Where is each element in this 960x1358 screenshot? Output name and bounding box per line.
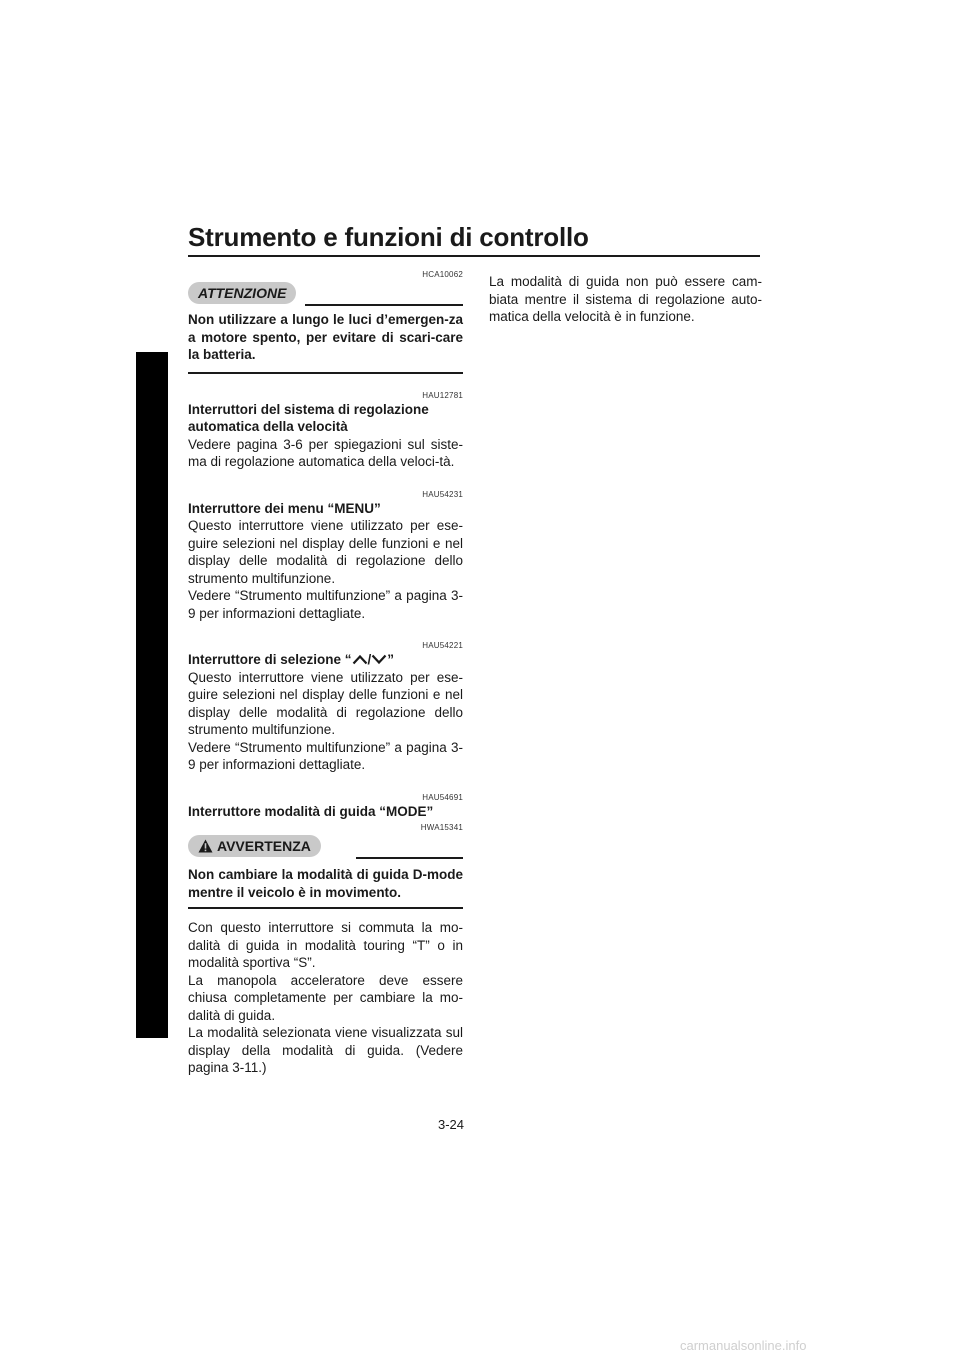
section-code: HAU54231 <box>422 489 463 499</box>
warning-bottom-rule <box>188 907 463 909</box>
section-title: Interruttore modalità di guida “MODE” <box>188 803 434 819</box>
warning-code: HWA15341 <box>420 823 463 832</box>
right-column <box>489 273 762 326</box>
attention-bottom-rule <box>188 372 463 374</box>
page-number: 3-24 <box>438 1117 465 1132</box>
section-title: Interruttore dei menu “MENU” <box>188 500 381 516</box>
chapter-tab <box>136 352 168 1038</box>
section-paragraph: Vedere “Strumento multifunzione” a pagina 3-9 per informazioni dettagliate. <box>188 739 463 772</box>
section-code: HAU12781 <box>422 390 463 400</box>
attention-label: ATTENZIONE <box>188 282 296 304</box>
section-title: Interruttori del sistema di regolazione automatica della velocità <box>188 401 429 434</box>
warning-triangle-icon <box>198 839 213 853</box>
section-title-suffix: ” <box>387 652 395 667</box>
warning-header <box>188 835 463 861</box>
section-paragraph: Vedere pagina 3-6 per spiegazioni sul siste-ma di regolazione automatica della veloci-tà. <box>188 436 463 469</box>
attention-rule <box>305 304 463 306</box>
chapter-number: 3 <box>143 430 152 447</box>
watermark: carmanualsonline.info <box>680 1338 807 1353</box>
attention-text: Non utilizzare a lungo le luci d’emergen-za a motore spento, per evitare di scari-care la batteria. <box>188 312 463 362</box>
section-paragraph: Vedere “Strumento multifunzione” a pagina 3-9 per informazioni dettagliate. <box>188 588 463 621</box>
title-rule <box>188 255 760 257</box>
section-paragraph: Questo interruttore viene utilizzato per ese-guire selezioni nel display delle funzioni e nel display delle modalità di regolazione dello strumento multifunzione. <box>188 669 463 737</box>
section-title-separator: / <box>367 652 372 667</box>
warning-text: Non cambiare la modalità di guida D-mode mentre il veicolo è in movimento. <box>188 867 463 900</box>
attention-code: HCA10062 <box>422 270 463 279</box>
mode-paragraph: La manopola acceleratore deve essere chiusa completamente per cambiare la mo-dalità di guida. <box>188 972 463 1023</box>
right-column-paragraph: La modalità di guida non può essere cam-biata mentre il sistema di regolazione auto-matica della velocità è in funzione. <box>489 274 762 324</box>
warning-rule <box>356 857 463 859</box>
section-code: HAU54221 <box>422 641 463 650</box>
section-code: HAU54691 <box>422 792 463 802</box>
section-title <box>188 651 463 669</box>
warning-label-box <box>188 835 321 857</box>
warning-label: AVVERTENZA <box>217 838 311 854</box>
page-title: Strumento e funzioni di controllo <box>188 222 589 252</box>
left-column <box>188 270 463 1077</box>
chevron-up-icon <box>352 654 368 665</box>
section-title-prefix: Interruttore di selezione “ <box>188 652 352 667</box>
chevron-down-icon <box>371 654 387 665</box>
section-paragraph: Questo interruttore viene utilizzato per ese-guire selezioni nel display delle funzioni e nel display delle modalità di regolazione dello strumento multifunzione. <box>188 518 463 586</box>
mode-paragraph: Con questo interruttore si commuta la mo-dalità di guida in modalità touring “T” o in modalità sportiva “S”. <box>188 920 463 970</box>
mode-paragraph: La modalità selezionata viene visualizzata sul display della modalità di guida. (Vedere pagina 3-11.) <box>188 1025 463 1075</box>
attention-header <box>188 282 463 308</box>
